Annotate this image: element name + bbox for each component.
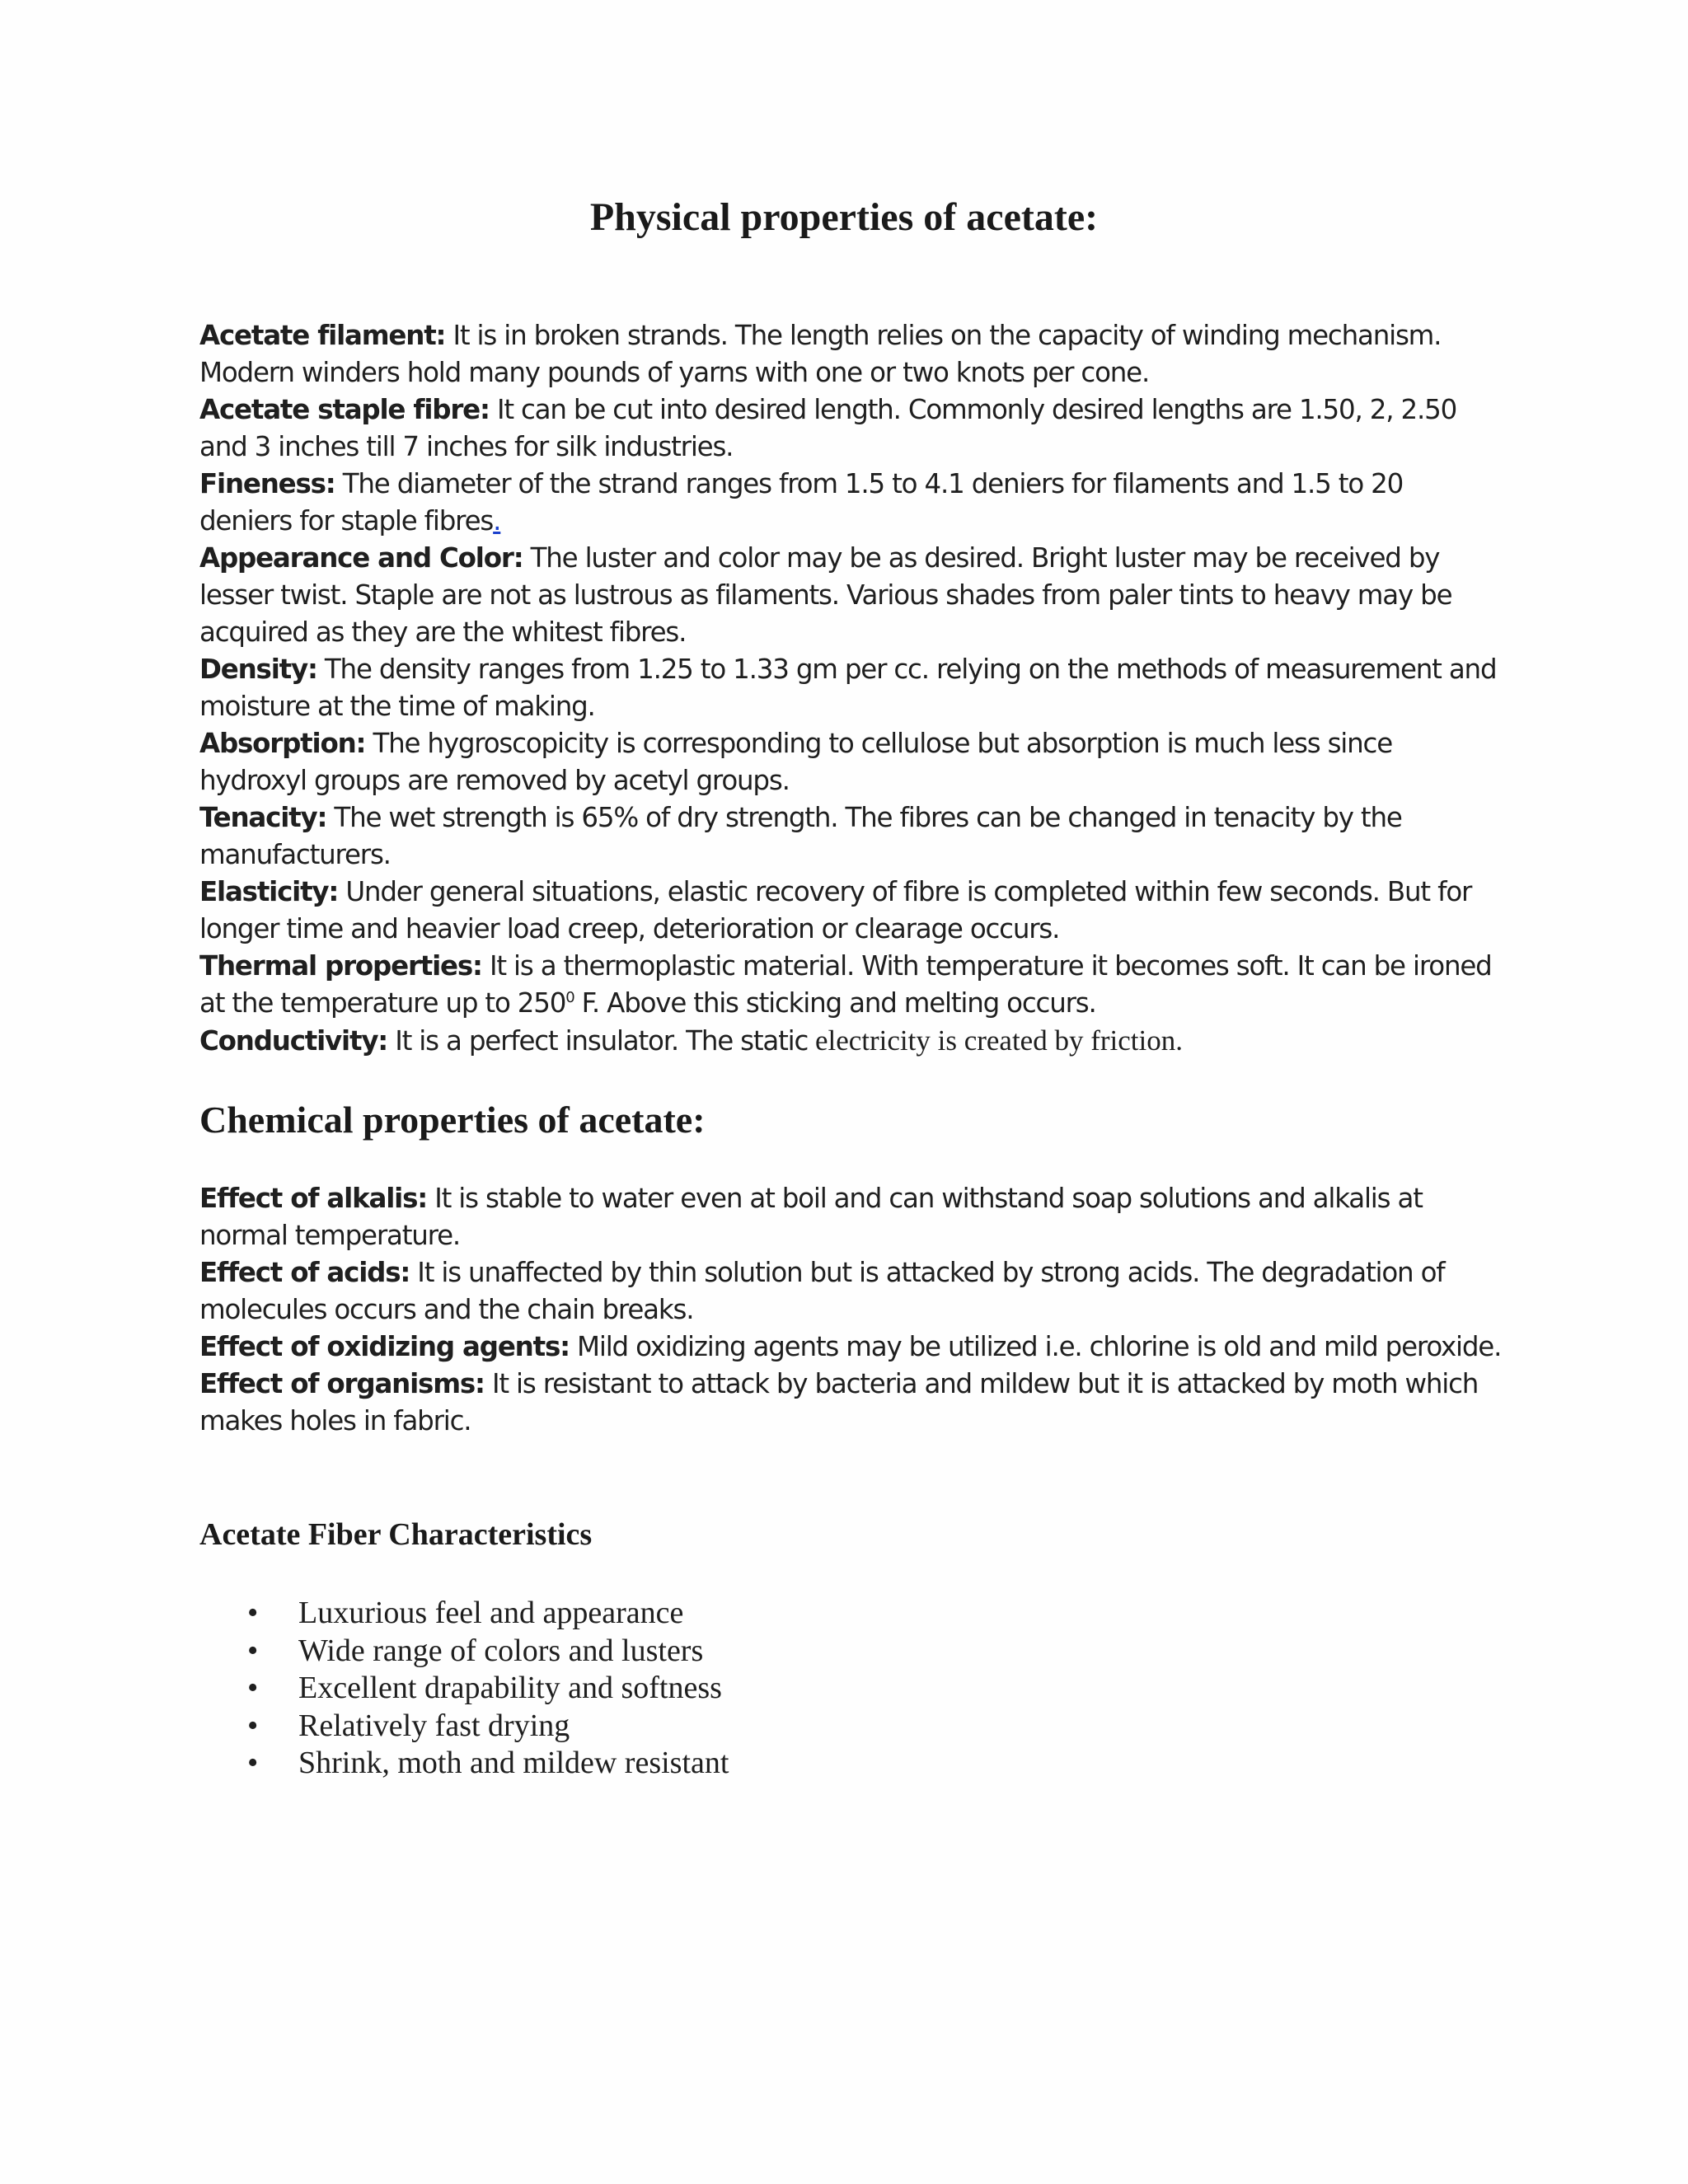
property-term: Fineness:: [199, 468, 335, 499]
bullet-icon: •: [247, 1746, 259, 1780]
bullet-icon: •: [247, 1671, 259, 1705]
property-paragraph: [199, 1329, 1502, 1366]
physical-properties-section: [199, 317, 1502, 1060]
chemical-properties-heading: Chemical properties of acetate:: [199, 1099, 706, 1141]
property-term: Effect of organisms:: [199, 1368, 485, 1399]
hyperlink-dot[interactable]: .: [493, 505, 501, 537]
property-text-serif: electricity is created by friction.: [808, 1024, 1183, 1057]
list-item-text: Excellent drapability and softness: [298, 1671, 722, 1705]
page-title: Physical properties of acetate:: [589, 195, 1099, 239]
property-text: Under general situations, elastic recovery of fibre is completed within few seconds. But for longer time and heavier load creep, deterioration or clearage occurs.: [199, 876, 1472, 944]
property-paragraph: [199, 948, 1502, 1022]
property-paragraph: [199, 466, 1502, 540]
property-paragraph: [199, 1022, 1502, 1060]
property-text: Mild oxidizing agents may be utilized i.e. chlorine is old and mild peroxide.: [569, 1331, 1502, 1362]
list-item: [199, 1745, 729, 1783]
property-text: The hygroscopicity is corresponding to cellulose but absorption is much less since hydroxyl groups are removed by acetyl groups.: [199, 728, 1393, 796]
bullet-icon: •: [247, 1596, 259, 1630]
property-term: Appearance and Color:: [199, 542, 523, 574]
list-item: [199, 1595, 729, 1633]
property-term: Acetate filament:: [199, 320, 446, 351]
characteristics-list: [199, 1595, 729, 1783]
list-item-text: Shrink, moth and mildew resistant: [298, 1746, 729, 1780]
property-text: It is unaffected by thin solution but is attacked by strong acids. The degradation of molecules occurs and the chain breaks.: [199, 1257, 1445, 1325]
list-item-text: Luxurious feel and appearance: [298, 1596, 684, 1630]
property-term: Tenacity:: [199, 802, 327, 833]
list-item-text: Wide range of colors and lusters: [298, 1633, 704, 1668]
property-text: It is a perfect insulator. The static: [387, 1025, 809, 1057]
property-text: It can be cut into desired length. Commonly desired lengths are 1.50, 2, 2.50 and 3 inches till 7 inches for silk industries.: [199, 394, 1457, 462]
property-text-continued: F. Above this sticking and melting occurs.: [574, 987, 1096, 1019]
property-paragraph: [199, 651, 1502, 725]
property-text: It is stable to water even at boil and can withstand soap solutions and alkalis at normal temperature.: [199, 1183, 1423, 1251]
bullet-icon: •: [247, 1633, 259, 1668]
property-text: The diameter of the strand ranges from 1.5 to 4.1 deniers for filaments and 1.5 to 20 deniers for staple fibres: [199, 468, 1404, 537]
bullet-icon: •: [247, 1708, 259, 1743]
property-term: Absorption:: [199, 728, 366, 759]
property-paragraph: [199, 1254, 1502, 1329]
property-paragraph: [199, 317, 1502, 391]
degree-superscript: 0: [565, 989, 574, 1007]
property-paragraph: [199, 1180, 1502, 1254]
property-paragraph: [199, 540, 1502, 651]
property-paragraph: [199, 799, 1502, 874]
property-term: Effect of alkalis:: [199, 1183, 428, 1214]
property-term: Conductivity:: [199, 1025, 388, 1057]
property-term: Effect of acids:: [199, 1257, 410, 1288]
property-text: The luster and color may be as desired. Bright luster may be received by lesser twist. Staple are not as lustrous as filaments. Various shades from paler tints to heavy may be acquired as they are the whitest fibres.: [199, 542, 1452, 648]
property-term: Effect of oxidizing agents:: [199, 1331, 570, 1362]
property-text: The density ranges from 1.25 to 1.33 gm per cc. relying on the methods of measurement and moisture at the time of making.: [199, 654, 1497, 722]
property-paragraph: [199, 1366, 1502, 1440]
characteristics-heading: Acetate Fiber Characteristics: [199, 1517, 593, 1552]
property-text: It is a thermoplastic material. With temperature it becomes soft. It can be ironed at the temperature up to 250: [199, 950, 1492, 1019]
property-text: The wet strength is 65% of dry strength. The fibres can be changed in tenacity by the manufacturers.: [199, 802, 1402, 870]
property-term: Thermal properties:: [199, 950, 482, 982]
property-text: It is in broken strands. The length relies on the capacity of winding mechanism. Modern winders hold many pounds of yarns with one or two knots per cone.: [199, 320, 1442, 388]
property-term: Acetate staple fibre:: [199, 394, 490, 425]
property-term: Density:: [199, 654, 317, 685]
list-item: [199, 1670, 729, 1708]
list-item: [199, 1708, 729, 1746]
property-paragraph: [199, 874, 1502, 948]
property-term: Elasticity:: [199, 876, 339, 907]
list-item-text: Relatively fast drying: [298, 1708, 570, 1743]
property-paragraph: [199, 725, 1502, 799]
property-paragraph: [199, 391, 1502, 466]
list-item: [199, 1633, 729, 1671]
property-text: It is resistant to attack by bacteria and mildew but it is attacked by moth which makes holes in fabric.: [199, 1368, 1479, 1436]
chemical-properties-section: [199, 1180, 1502, 1440]
